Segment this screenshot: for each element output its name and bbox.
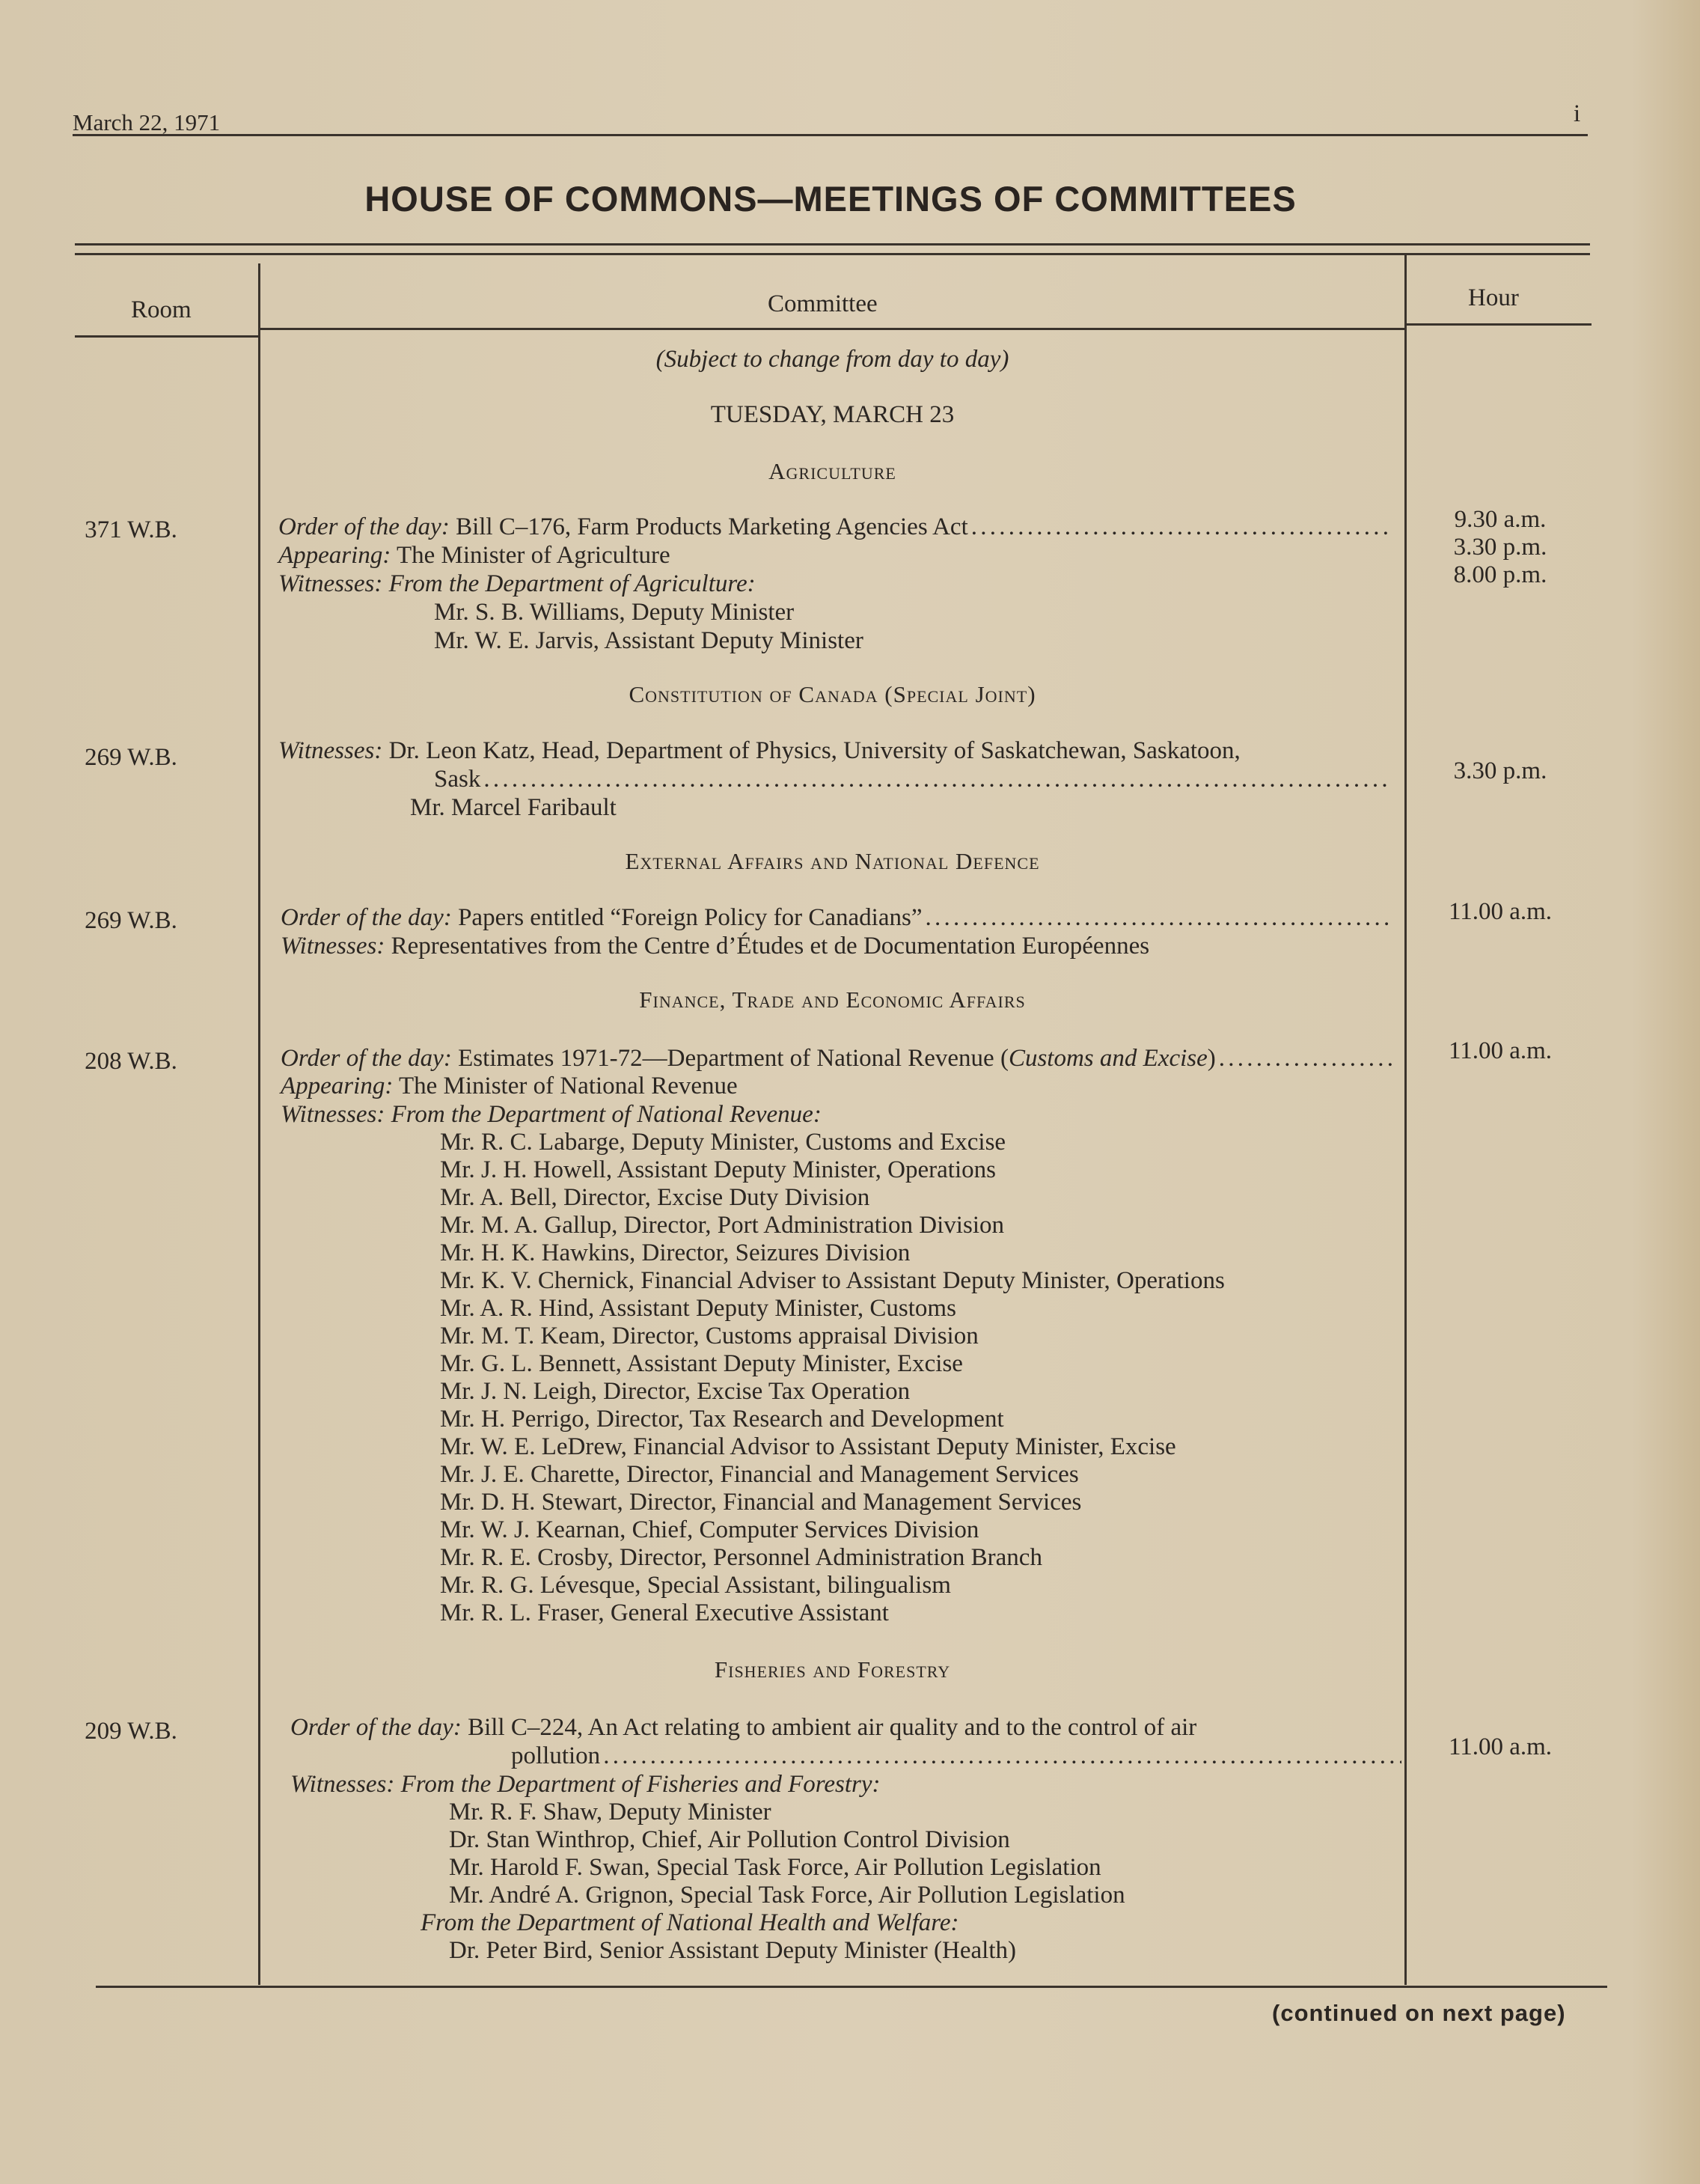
witness-item: Mr. J. N. Leigh, Director, Excise Tax Operation (440, 1378, 911, 1405)
witness-item: Mr. R. C. Labarge, Deputy Minister, Customs and Excise (440, 1129, 1006, 1156)
witness-constitution-cont: Sask . . . (434, 766, 1392, 793)
page-date: March 22, 1971 (73, 109, 221, 135)
hour-constitution: 3.30 p.m. (1453, 757, 1547, 784)
committee-heading-constitution: Constitution of Canada (Special Joint) (629, 681, 1036, 707)
hour-external-affairs: 11.00 a.m. (1448, 898, 1553, 925)
witness-item: Mr. M. A. Gallup, Director, Port Administration Division (440, 1212, 1004, 1239)
witness-item: Mr. André A. Grignon, Special Task Force, Air Pollution Legislation (449, 1882, 1125, 1909)
witnesses-external-affairs: Witnesses: Representatives from the Centre d’Études et de Documentation Européennes (281, 933, 1150, 960)
table-bottom-rule (96, 1986, 1607, 1988)
day-heading: TUESDAY, MARCH 23 (710, 401, 955, 428)
witness-item: Mr. R. F. Shaw, Deputy Minister (449, 1799, 771, 1825)
witness-item: Mr. H. Perrigo, Director, Tax Research and Development (440, 1406, 1004, 1433)
hour-agriculture-3: 8.00 p.m. (1453, 561, 1547, 588)
witness-item: Mr. Marcel Faribault (410, 794, 617, 821)
appearing-finance: Appearing: The Minister of National Revenue (281, 1073, 738, 1099)
column-header-hour: Hour (1468, 284, 1519, 311)
witness-item: Mr. W. E. LeDrew, Financial Advisor to Assistant Deputy Minister, Excise (440, 1433, 1176, 1460)
order-fisheries-cont: pollution . . . (511, 1742, 1401, 1769)
committee-header-rule (258, 328, 1404, 330)
witness-item: Mr. W. E. Jarvis, Assistant Deputy Minister (434, 627, 863, 654)
witness-item: Mr. J. E. Charette, Director, Financial and Management Services (440, 1461, 1079, 1488)
witness-item: Mr. H. K. Hawkins, Director, Seizures Division (440, 1239, 911, 1266)
witness-item: Mr. S. B. Williams, Deputy Minister (434, 599, 795, 626)
committee-heading-finance: Finance, Trade and Economic Affairs (639, 986, 1026, 1013)
committee-heading-agriculture: Agriculture (768, 458, 896, 484)
witness-item: Dr. Stan Winthrop, Chief, Air Pollution Control Division (449, 1826, 1010, 1853)
witness-item: Mr. G. L. Bennett, Assistant Deputy Minister, Excise (440, 1350, 963, 1377)
room-fisheries: 209 W.B. (85, 1718, 177, 1745)
room-header-rule (75, 335, 258, 338)
table-top-rule (75, 243, 1590, 245)
hour-agriculture-2: 3.30 p.m. (1453, 534, 1547, 561)
appearing-agriculture: Appearing: The Minister of Agriculture (278, 542, 670, 569)
witness-item: Mr. W. J. Kearnan, Chief, Computer Services Division (440, 1516, 979, 1543)
hour-header-rule (1404, 323, 1592, 326)
witness-item: Mr. A. Bell, Director, Excise Duty Division (440, 1184, 870, 1211)
witness-item: Mr. R. E. Crosby, Director, Personnel Administration Branch (440, 1544, 1042, 1571)
hour-fisheries: 11.00 a.m. (1448, 1733, 1553, 1760)
table-top-rule-2 (75, 253, 1590, 255)
order-fisheries: Order of the day: Bill C–224, An Act relating to ambient air quality and to the control of air (290, 1714, 1197, 1741)
committee-heading-external-affairs: External Affairs and National Defence (625, 848, 1040, 874)
witnesses-constitution: Witnesses: Dr. Leon Katz, Head, Department of Physics, University of Saskatchewan, Saskatoon, (278, 737, 1241, 764)
witness-item: Mr. A. R. Hind, Assistant Deputy Minister, Customs (440, 1295, 956, 1322)
witnesses-agriculture: Witnesses: From the Department of Agriculture: (278, 570, 756, 597)
column-header-committee: Committee (768, 290, 878, 317)
witness-item: Mr. M. T. Keam, Director, Customs appraisal Division (440, 1323, 979, 1349)
room-constitution: 269 W.B. (85, 744, 177, 771)
witness-item: Mr. D. H. Stewart, Director, Financial and Management Services (440, 1489, 1082, 1516)
witness-item: Dr. Peter Bird, Senior Assistant Deputy Minister (Health) (449, 1937, 1016, 1964)
witness-item: Mr. K. V. Chernick, Financial Adviser to Assistant Deputy Minister, Operations (440, 1267, 1225, 1294)
witness-item: Mr. Harold F. Swan, Special Task Force, Air Pollution Legislation (449, 1854, 1101, 1881)
witnesses-fisheries-dept2: From the Department of National Health and Welfare: (421, 1909, 959, 1936)
order-finance: Order of the day: Estimates 1971-72—Department of National Revenue (Customs and Excise) . . . (281, 1045, 1393, 1072)
subject-note: (Subject to change from day to day) (655, 346, 1009, 373)
hour-finance: 11.00 a.m. (1448, 1037, 1553, 1064)
hour-column-divider (1404, 254, 1407, 1985)
room-external-affairs: 269 W.B. (85, 907, 177, 934)
witnesses-fisheries: Witnesses: From the Department of Fisheries and Forestry: (290, 1771, 881, 1798)
page-number: i (1574, 100, 1581, 127)
committee-heading-fisheries: Fisheries and Forestry (714, 1656, 951, 1683)
header-rule (73, 134, 1588, 136)
witness-item: Mr. J. H. Howell, Assistant Deputy Minister, Operations (440, 1156, 996, 1183)
column-header-room: Room (131, 296, 192, 323)
witness-item: Mr. R. G. Lévesque, Special Assistant, bilingualism (440, 1572, 951, 1599)
order-agriculture: Order of the day: Bill C–176, Farm Products Marketing Agencies Act . . . (278, 513, 1392, 540)
continued-note: (continued on next page) (1272, 2000, 1566, 2026)
witnesses-finance: Witnesses: From the Department of National Revenue: (281, 1101, 822, 1128)
hour-agriculture-1: 9.30 a.m. (1454, 506, 1547, 533)
page-title: HOUSE OF COMMONS—MEETINGS OF COMMITTEES (364, 179, 1297, 219)
order-external-affairs: Order of the day: Papers entitled “Foreign Policy for Canadians” . . . (281, 904, 1393, 931)
room-agriculture: 371 W.B. (85, 516, 177, 543)
witness-item: Mr. R. L. Fraser, General Executive Assistant (440, 1599, 889, 1626)
room-finance: 208 W.B. (85, 1048, 177, 1075)
